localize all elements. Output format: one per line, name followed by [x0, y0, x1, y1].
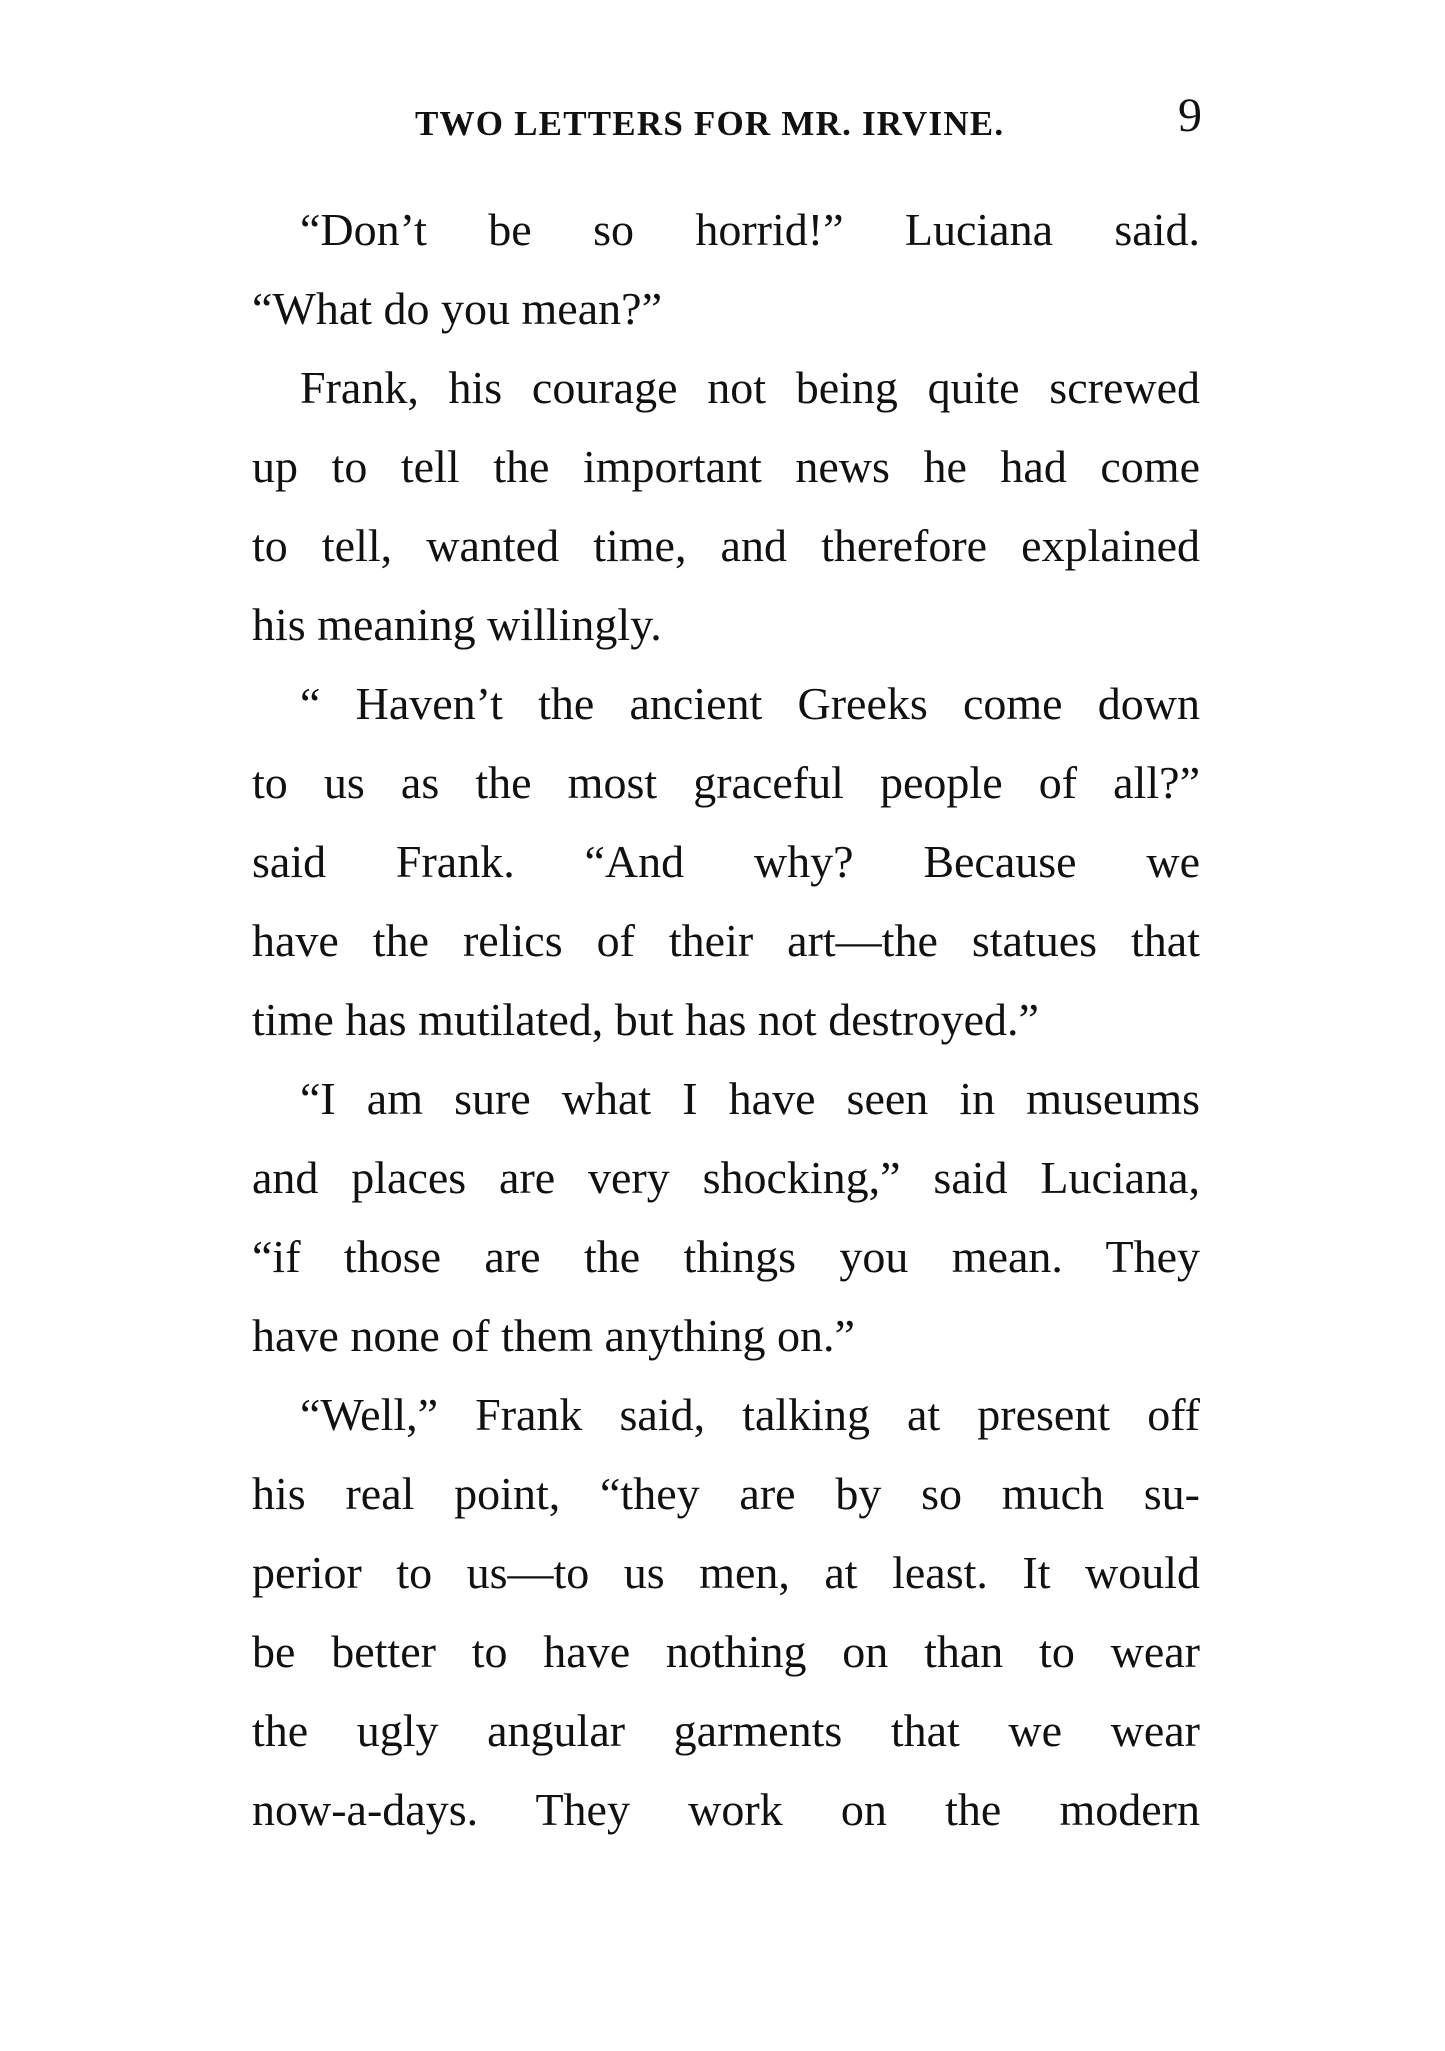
- text-line: and places are very shocking,” said Luciana,: [252, 1152, 1200, 1203]
- running-title: TWO LETTERS FOR MR. IRVINE.: [415, 104, 1005, 143]
- text-line: have the relics of their art—the statues that: [252, 915, 1200, 966]
- text-line: “What do you mean?”: [252, 283, 662, 334]
- text-line: perior to us—to us men, at least. It would: [252, 1547, 1200, 1598]
- text-line: Frank, his courage not being quite screwed: [300, 362, 1200, 413]
- page-number: 9: [1178, 89, 1202, 142]
- text-line: to us as the most graceful people of all?”: [252, 757, 1200, 808]
- text-line: up to tell the important news he had come: [252, 441, 1200, 492]
- text-line: his meaning willingly.: [252, 599, 662, 650]
- text-line: “Don’t be so horrid!” Luciana said.: [300, 204, 1200, 255]
- text-line: “if those are the things you mean. They: [252, 1231, 1200, 1282]
- text-line: the ugly angular garments that we wear: [252, 1705, 1200, 1756]
- text-line: be better to have nothing on than to wear: [252, 1626, 1200, 1677]
- text-line: now-a-days. They work on the modern: [252, 1784, 1200, 1835]
- text-line: “ Haven’t the ancient Greeks come down: [300, 678, 1200, 729]
- text-line: time has mutilated, but has not destroyed.”: [252, 994, 1039, 1045]
- text-line: said Frank. “And why? Because we: [252, 836, 1200, 887]
- running-head: [250, 89, 1202, 152]
- body-text: [252, 190, 1200, 1849]
- text-line: have none of them anything on.”: [252, 1310, 855, 1361]
- text-line: “Well,” Frank said, talking at present off: [300, 1389, 1200, 1440]
- text-line: “I am sure what I have seen in museums: [300, 1073, 1200, 1124]
- text-line: his real point, “they are by so much su-: [252, 1468, 1200, 1519]
- text-line: to tell, wanted time, and therefore explained: [252, 520, 1200, 571]
